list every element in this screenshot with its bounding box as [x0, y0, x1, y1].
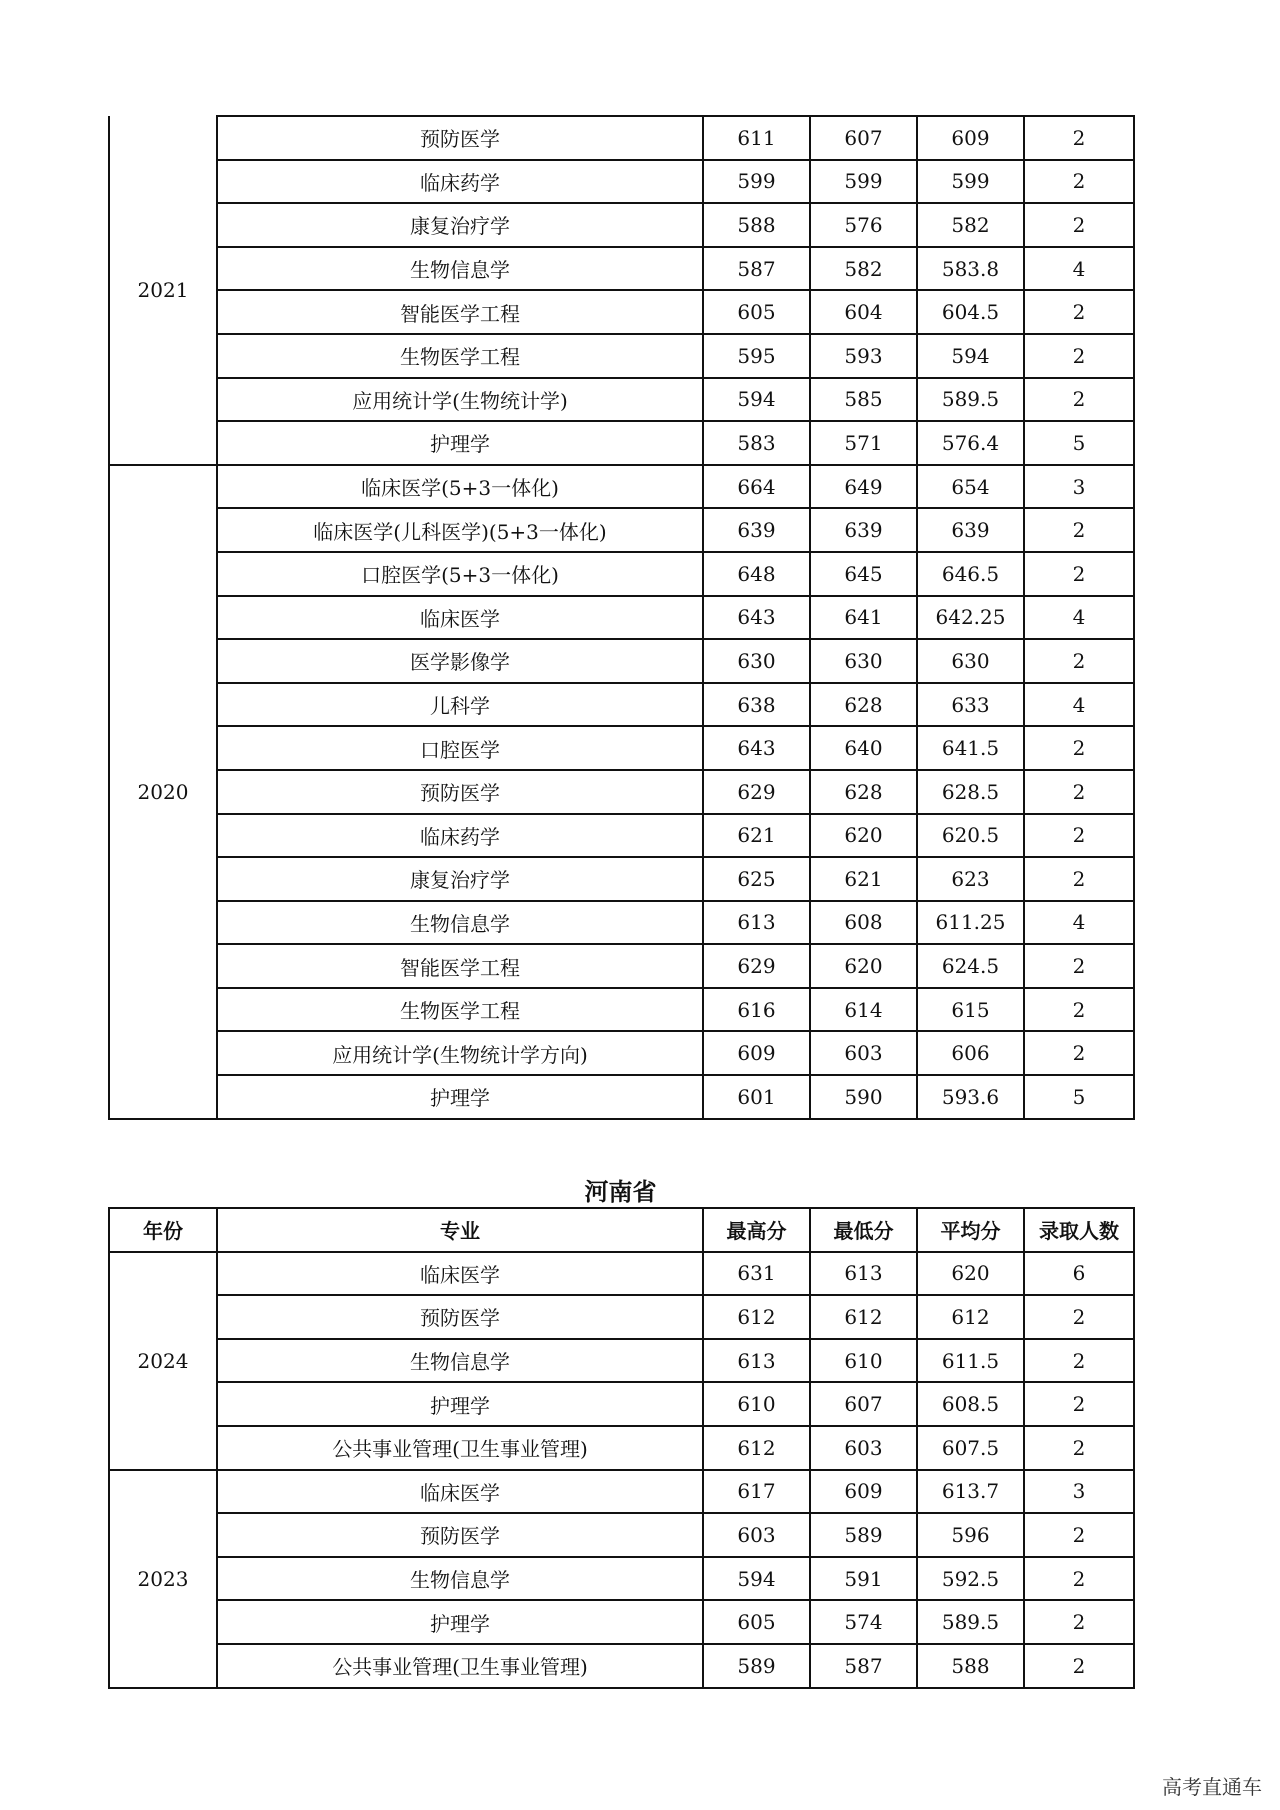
min-score-cell: 628	[810, 770, 917, 814]
admitted-count-cell: 2	[1024, 1513, 1134, 1557]
table-row	[109, 726, 1134, 770]
table-row	[109, 901, 1134, 945]
avg-score-cell: 589.5	[917, 378, 1024, 422]
table-row	[109, 334, 1134, 378]
max-score-cell: 664	[703, 465, 810, 509]
admitted-count-cell: 2	[1024, 988, 1134, 1032]
year-cell: 2023	[109, 1470, 217, 1688]
table-row	[109, 1252, 1134, 1296]
major-cell: 口腔医学(5+3一体化)	[217, 552, 703, 596]
table-row	[109, 1031, 1134, 1075]
avg-score-cell: 608.5	[917, 1382, 1024, 1426]
admitted-count-cell: 2	[1024, 160, 1134, 204]
max-score-cell: 617	[703, 1470, 810, 1514]
admitted-count-cell: 2	[1024, 203, 1134, 247]
major-cell: 护理学	[217, 421, 703, 465]
major-cell: 智能医学工程	[217, 944, 703, 988]
table-row	[109, 1426, 1134, 1470]
major-cell: 护理学	[217, 1600, 703, 1644]
admitted-count-cell: 4	[1024, 901, 1134, 945]
table-row	[109, 1644, 1134, 1688]
avg-score-cell: 642.25	[917, 596, 1024, 640]
max-score-cell: 616	[703, 988, 810, 1032]
avg-score-cell: 623	[917, 857, 1024, 901]
header-major: 专业	[217, 1208, 703, 1252]
min-score-cell: 593	[810, 334, 917, 378]
max-score-cell: 611	[703, 116, 810, 160]
min-score-cell: 576	[810, 203, 917, 247]
major-cell: 临床药学	[217, 160, 703, 204]
min-score-cell: 608	[810, 901, 917, 945]
table-row	[109, 1295, 1134, 1339]
min-score-cell: 607	[810, 1382, 917, 1426]
avg-score-cell: 620	[917, 1252, 1024, 1296]
table-row	[109, 857, 1134, 901]
min-score-cell: 613	[810, 1252, 917, 1296]
min-score-cell: 603	[810, 1031, 917, 1075]
max-score-cell: 629	[703, 944, 810, 988]
min-score-cell: 591	[810, 1557, 917, 1601]
admitted-count-cell: 2	[1024, 1600, 1134, 1644]
watermark-text: 高考直通车	[1162, 1775, 1262, 1799]
table-row	[109, 552, 1134, 596]
henan-admission-table	[108, 1207, 1135, 1689]
max-score-cell: 613	[703, 901, 810, 945]
min-score-cell: 571	[810, 421, 917, 465]
min-score-cell: 607	[810, 116, 917, 160]
major-cell: 医学影像学	[217, 639, 703, 683]
admitted-count-cell: 2	[1024, 290, 1134, 334]
min-score-cell: 640	[810, 726, 917, 770]
admitted-count-cell: 2	[1024, 552, 1134, 596]
major-cell: 康复治疗学	[217, 857, 703, 901]
max-score-cell: 601	[703, 1075, 810, 1119]
admitted-count-cell: 3	[1024, 465, 1134, 509]
table-row	[109, 247, 1134, 291]
avg-score-cell: 583.8	[917, 247, 1024, 291]
max-score-cell: 629	[703, 770, 810, 814]
major-cell: 临床药学	[217, 814, 703, 858]
admitted-count-cell: 2	[1024, 1644, 1134, 1688]
table-row	[109, 1339, 1134, 1383]
table-row	[109, 814, 1134, 858]
table-row	[109, 160, 1134, 204]
min-score-cell: 614	[810, 988, 917, 1032]
major-cell: 公共事业管理(卫生事业管理)	[217, 1426, 703, 1470]
major-cell: 预防医学	[217, 770, 703, 814]
avg-score-cell: 609	[917, 116, 1024, 160]
min-score-cell: 590	[810, 1075, 917, 1119]
max-score-cell: 610	[703, 1382, 810, 1426]
max-score-cell: 587	[703, 247, 810, 291]
avg-score-cell: 630	[917, 639, 1024, 683]
min-score-cell: 641	[810, 596, 917, 640]
table-row	[109, 1600, 1134, 1644]
major-cell: 生物信息学	[217, 1339, 703, 1383]
province-title: 河南省	[584, 1178, 657, 1206]
max-score-cell: 643	[703, 726, 810, 770]
header-min-score: 最低分	[810, 1208, 917, 1252]
major-cell: 智能医学工程	[217, 290, 703, 334]
min-score-cell: 574	[810, 1600, 917, 1644]
max-score-cell: 588	[703, 203, 810, 247]
major-cell: 临床医学(儿科医学)(5+3一体化)	[217, 508, 703, 552]
min-score-cell: 599	[810, 160, 917, 204]
table-header	[109, 1208, 1134, 1252]
max-score-cell: 609	[703, 1031, 810, 1075]
admitted-count-cell: 2	[1024, 1339, 1134, 1383]
admitted-count-cell: 4	[1024, 247, 1134, 291]
major-cell: 生物信息学	[217, 1557, 703, 1601]
major-cell: 护理学	[217, 1382, 703, 1426]
avg-score-cell: 633	[917, 683, 1024, 727]
major-cell: 预防医学	[217, 116, 703, 160]
avg-score-cell: 624.5	[917, 944, 1024, 988]
min-score-cell: 612	[810, 1295, 917, 1339]
header-row	[109, 1208, 1134, 1252]
avg-score-cell: 588	[917, 1644, 1024, 1688]
min-score-cell: 610	[810, 1339, 917, 1383]
avg-score-cell: 654	[917, 465, 1024, 509]
admitted-count-cell: 2	[1024, 857, 1134, 901]
table-row	[109, 290, 1134, 334]
max-score-cell: 648	[703, 552, 810, 596]
table-body	[109, 1252, 1134, 1688]
admitted-count-cell: 2	[1024, 1426, 1134, 1470]
admission-table-continued	[108, 115, 1135, 1120]
avg-score-cell: 589.5	[917, 1600, 1024, 1644]
avg-score-cell: 646.5	[917, 552, 1024, 596]
admitted-count-cell: 2	[1024, 639, 1134, 683]
min-score-cell: 582	[810, 247, 917, 291]
avg-score-cell: 592.5	[917, 1557, 1024, 1601]
major-cell: 临床医学	[217, 1470, 703, 1514]
major-cell: 应用统计学(生物统计学方向)	[217, 1031, 703, 1075]
year-cell: 2021	[109, 116, 217, 465]
min-score-cell: 587	[810, 1644, 917, 1688]
max-score-cell: 595	[703, 334, 810, 378]
year-cell: 2024	[109, 1252, 217, 1470]
table-body	[109, 116, 1134, 1119]
table-row	[109, 1470, 1134, 1514]
admitted-count-cell: 2	[1024, 334, 1134, 378]
min-score-cell: 645	[810, 552, 917, 596]
major-cell: 康复治疗学	[217, 203, 703, 247]
min-score-cell: 630	[810, 639, 917, 683]
major-cell: 应用统计学(生物统计学)	[217, 378, 703, 422]
avg-score-cell: 628.5	[917, 770, 1024, 814]
table-row	[109, 465, 1134, 509]
max-score-cell: 639	[703, 508, 810, 552]
table-row	[109, 639, 1134, 683]
major-cell: 生物信息学	[217, 901, 703, 945]
major-cell: 预防医学	[217, 1513, 703, 1557]
avg-score-cell: 612	[917, 1295, 1024, 1339]
table-row	[109, 1382, 1134, 1426]
avg-score-cell: 639	[917, 508, 1024, 552]
table-row	[109, 770, 1134, 814]
admitted-count-cell: 2	[1024, 814, 1134, 858]
min-score-cell: 604	[810, 290, 917, 334]
major-cell: 生物信息学	[217, 247, 703, 291]
major-cell: 儿科学	[217, 683, 703, 727]
min-score-cell: 585	[810, 378, 917, 422]
min-score-cell: 620	[810, 944, 917, 988]
table-row	[109, 988, 1134, 1032]
header-year: 年份	[109, 1208, 217, 1252]
max-score-cell: 594	[703, 1557, 810, 1601]
table-row	[109, 1513, 1134, 1557]
avg-score-cell: 596	[917, 1513, 1024, 1557]
table-row	[109, 1557, 1134, 1601]
avg-score-cell: 641.5	[917, 726, 1024, 770]
avg-score-cell: 594	[917, 334, 1024, 378]
max-score-cell: 631	[703, 1252, 810, 1296]
max-score-cell: 612	[703, 1295, 810, 1339]
major-cell: 预防医学	[217, 1295, 703, 1339]
max-score-cell: 612	[703, 1426, 810, 1470]
min-score-cell: 589	[810, 1513, 917, 1557]
avg-score-cell: 604.5	[917, 290, 1024, 334]
admitted-count-cell: 2	[1024, 1295, 1134, 1339]
avg-score-cell: 576.4	[917, 421, 1024, 465]
admitted-count-cell: 2	[1024, 508, 1134, 552]
major-cell: 公共事业管理(卫生事业管理)	[217, 1644, 703, 1688]
min-score-cell: 620	[810, 814, 917, 858]
year-cell: 2020	[109, 465, 217, 1119]
major-cell: 生物医学工程	[217, 334, 703, 378]
max-score-cell: 643	[703, 596, 810, 640]
header-avg-score: 平均分	[917, 1208, 1024, 1252]
max-score-cell: 603	[703, 1513, 810, 1557]
max-score-cell: 583	[703, 421, 810, 465]
admitted-count-cell: 5	[1024, 1075, 1134, 1119]
table-row	[109, 203, 1134, 247]
min-score-cell: 609	[810, 1470, 917, 1514]
admitted-count-cell: 4	[1024, 596, 1134, 640]
max-score-cell: 630	[703, 639, 810, 683]
max-score-cell: 613	[703, 1339, 810, 1383]
avg-score-cell: 615	[917, 988, 1024, 1032]
table-row	[109, 378, 1134, 422]
max-score-cell: 605	[703, 1600, 810, 1644]
header-admitted-count: 录取人数	[1024, 1208, 1134, 1252]
table-row	[109, 944, 1134, 988]
max-score-cell: 638	[703, 683, 810, 727]
min-score-cell: 639	[810, 508, 917, 552]
avg-score-cell: 620.5	[917, 814, 1024, 858]
admitted-count-cell: 2	[1024, 1557, 1134, 1601]
avg-score-cell: 593.6	[917, 1075, 1024, 1119]
min-score-cell: 621	[810, 857, 917, 901]
min-score-cell: 649	[810, 465, 917, 509]
major-cell: 临床医学	[217, 596, 703, 640]
admitted-count-cell: 2	[1024, 116, 1134, 160]
major-cell: 临床医学(5+3一体化)	[217, 465, 703, 509]
max-score-cell: 589	[703, 1644, 810, 1688]
avg-score-cell: 613.7	[917, 1470, 1024, 1514]
max-score-cell: 621	[703, 814, 810, 858]
admitted-count-cell: 2	[1024, 1382, 1134, 1426]
max-score-cell: 599	[703, 160, 810, 204]
table-row	[109, 116, 1134, 160]
admitted-count-cell: 6	[1024, 1252, 1134, 1296]
major-cell: 护理学	[217, 1075, 703, 1119]
avg-score-cell: 611.5	[917, 1339, 1024, 1383]
major-cell: 临床医学	[217, 1252, 703, 1296]
admitted-count-cell: 3	[1024, 1470, 1134, 1514]
avg-score-cell: 599	[917, 160, 1024, 204]
max-score-cell: 605	[703, 290, 810, 334]
admitted-count-cell: 2	[1024, 726, 1134, 770]
major-cell: 口腔医学	[217, 726, 703, 770]
table-row	[109, 421, 1134, 465]
table-row	[109, 508, 1134, 552]
avg-score-cell: 607.5	[917, 1426, 1024, 1470]
table-row	[109, 596, 1134, 640]
max-score-cell: 625	[703, 857, 810, 901]
table-row	[109, 683, 1134, 727]
max-score-cell: 594	[703, 378, 810, 422]
header-max-score: 最高分	[703, 1208, 810, 1252]
admitted-count-cell: 4	[1024, 683, 1134, 727]
admitted-count-cell: 2	[1024, 1031, 1134, 1075]
avg-score-cell: 582	[917, 203, 1024, 247]
avg-score-cell: 611.25	[917, 901, 1024, 945]
admitted-count-cell: 2	[1024, 770, 1134, 814]
avg-score-cell: 606	[917, 1031, 1024, 1075]
table-row	[109, 1075, 1134, 1119]
admitted-count-cell: 2	[1024, 944, 1134, 988]
admitted-count-cell: 2	[1024, 378, 1134, 422]
min-score-cell: 628	[810, 683, 917, 727]
admitted-count-cell: 5	[1024, 421, 1134, 465]
major-cell: 生物医学工程	[217, 988, 703, 1032]
min-score-cell: 603	[810, 1426, 917, 1470]
